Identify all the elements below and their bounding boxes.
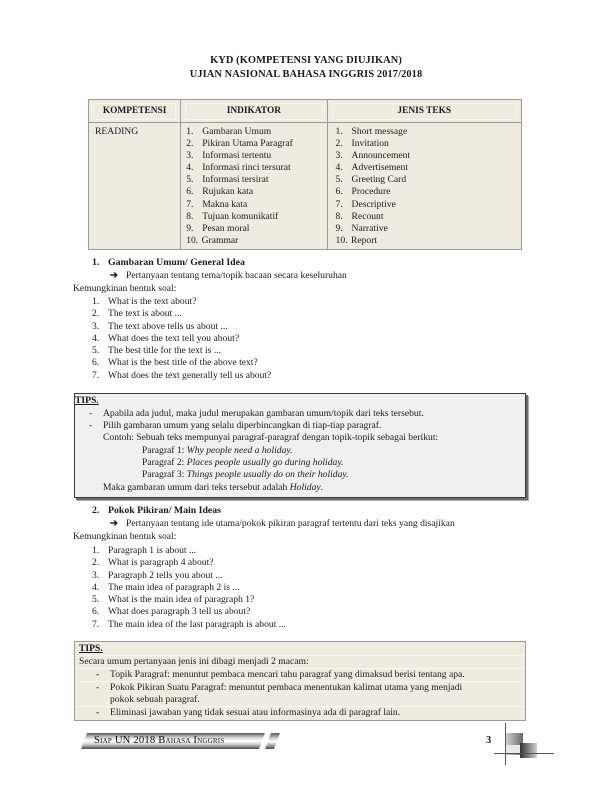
tips-bullet: - Eliminasi jawaban yang tidak sesuai atau informasinya ada di paragraf lain. [96,707,401,718]
dash-bullet-icon: - [96,669,100,680]
section-1-kemungkinan-label: Kemungkinan bentuk soal: [73,283,177,294]
tips-contoh: Contoh: Sebuah teks mempunyai paragraf-paragraf dengan topik-topik sebagai berikut: [103,432,439,443]
list-item: 5. Greeting Card [335,174,407,186]
list-item: 8. Recount [335,210,384,222]
indikator-cell [181,123,327,250]
list-item: 5. Informasi tersirat [186,174,269,186]
table-row [89,123,522,250]
tips-bullet: - Apabila ada judul, maka judul merupakan gambaran umum/topik dari teks tersebut. [89,408,424,419]
kompetensi-cell: READING [89,123,181,250]
list-item: 4. The main idea of paragraph 2 is ... [92,581,240,593]
list-item: 9. Pesan moral [186,222,250,234]
list-item: 7. The main idea of the last paragraph is about ... [92,618,286,630]
corner-vertical-line [505,723,506,765]
arrow-right-icon: ➔ [110,518,119,529]
list-item: 3. Announcement [335,150,411,162]
section-2-description: ➔ Pertanyaan tentang ide utama/pokok pikiran paragraf tertentu dari teks yang disajikan [110,518,455,529]
column-header-indikator: INDIKATOR [181,100,327,123]
section-2-heading: 2. Pokok Pikiran/ Main Ideas [92,505,221,516]
list-item: 6. What does paragraph 3 tell us about? [92,606,251,618]
list-item: 2. What is paragraph 4 about? [92,557,214,569]
list-item: 1. Short message [335,126,408,137]
corner-decoration-icon [520,743,537,758]
dash-bullet-icon: - [96,707,100,718]
list-item: 1. What is the text about? [92,296,197,307]
tips-bullet: - Pokok Pikiran Suatu Paragraf: menuntut pembaca menentukan kalimat utama yang menjadi [96,682,463,693]
column-header-kompetensi: KOMPETENSI [89,100,181,123]
footer-banner-accent [265,733,280,749]
table-header-row [89,100,522,123]
footer-banner-text: Siap UN 2018 Bahasa Inggris [94,735,225,746]
dash-bullet-icon: - [96,682,100,693]
section-1-question-list [92,296,271,382]
list-item: 10. Report [335,234,378,246]
list-item: 7. What does the text generally tell us about? [92,369,272,381]
list-item: 2. The text is about ... [92,308,182,320]
section-2-kemungkinan-label: Kemungkinan bentuk soal: [73,531,177,542]
list-item: 6. Procedure [335,186,391,198]
list-item: 2. Pikiran Utama Paragraf [186,138,293,150]
list-item: 8. Tujuan komunikatif [186,210,279,222]
list-item: 4. What does the text tell you about? [92,332,240,344]
tips-bullet: - Topik Paragraf: menuntut pembaca mencari tahu paragraf yang dimaksud berisi tentang apa. [96,669,465,680]
page-number: 3 [486,735,492,746]
document-subtitle: UJIAN NASIONAL BAHASA INGGRIS 2017/2018 [189,69,423,80]
arrow-right-icon: ➔ [110,270,119,281]
kyd-table [88,99,522,250]
list-item: 1. Paragraph 1 is about ... [92,545,197,556]
column-header-jenis-teks: JENIS TEKS [327,100,521,123]
tips-label: TIPS. [75,395,99,406]
list-item: 4. Informasi rinci tersurat [186,162,291,174]
list-item: 6. Rujukan kata [186,186,254,198]
tips-conclusion: Maka gambaran umum dari teks tersebut adalah Holiday. [103,482,324,493]
tips-bullet-continuation: pokok sebuah paragraf. [110,694,200,705]
tips-example: Paragraf 3: Things people usually do on their holiday. [142,469,349,480]
section-1-heading: 1. Gambaran Umum/ General Idea [92,257,245,268]
corner-horizontal-line [494,753,554,754]
list-item: 5. The best title for the text is ... [92,345,221,357]
list-item: 4. Advertisement [335,162,409,174]
list-item: 10. Grammar [186,234,239,246]
list-item: 3. The text above tells us about ... [92,320,228,332]
list-item: 2. Invitation [335,138,389,150]
jenis-teks-cell [327,123,521,250]
tips-bullet: - Pilih gambaran umum yang selalu diperbincangkan di tiap-tiap paragraf. [89,420,382,431]
section-1-description: ➔ Pertanyaan tentang tema/topik bacaan secara keseluruhan [110,270,347,281]
tips-example: Paragraf 1: Why people need a holiday. [142,445,293,456]
tips-box-main-ideas [74,641,526,721]
list-item: 1. Gambaran Umum [186,126,272,137]
list-item: 3. Paragraph 2 tells you about ... [92,569,223,581]
list-item: 7. Makna kata [186,198,248,210]
list-item: 5. What is the main idea of paragraph 1? [92,594,255,606]
list-item: 9. Narrative [335,222,388,234]
list-item: 7. Descriptive [335,198,396,210]
tips-intro: Secara umum pertanyaan jenis ini dibagi menjadi 2 macam: [79,656,309,667]
tips-example: Paragraf 2: Places people usually go during holiday. [142,457,344,468]
dash-bullet-icon: - [89,408,93,419]
list-item: 6. What is the best title of the above text? [92,357,258,369]
dash-bullet-icon: - [89,420,93,431]
section-2-question-list [92,545,286,631]
tips-label: TIPS. [79,643,103,654]
document-title: KYD (KOMPETENSI YANG DIUJIKAN) [210,55,402,66]
list-item: 3. Informasi tertentu [186,150,272,162]
tips-box-general-idea [74,393,526,498]
